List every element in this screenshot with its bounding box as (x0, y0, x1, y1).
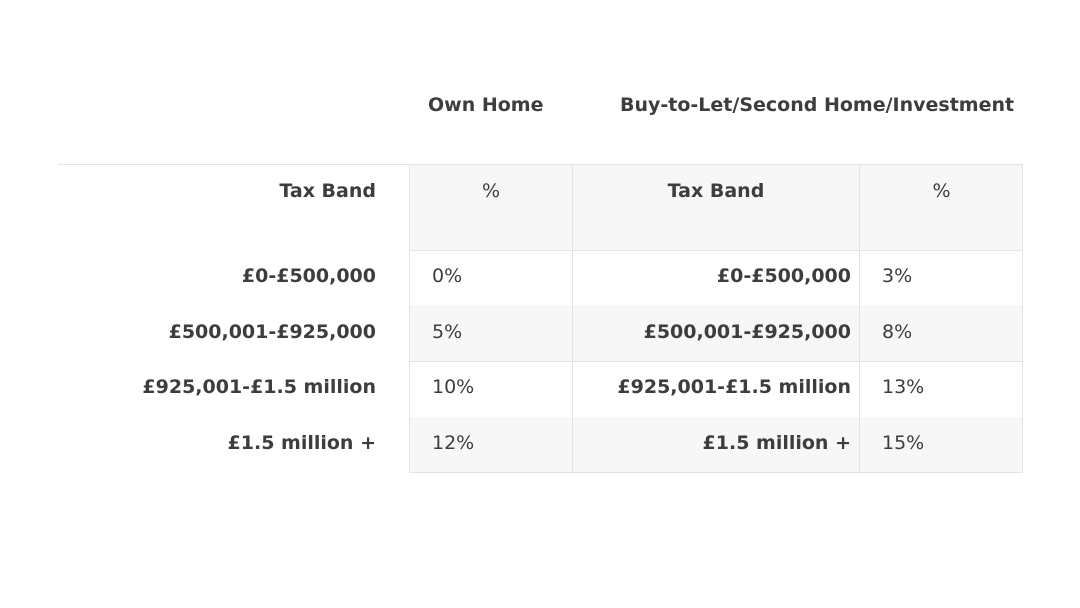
btl-tax-band-header: Tax Band (667, 180, 765, 202)
btl-band-label: £1.5 million + (702, 432, 851, 454)
top-divider (58, 164, 410, 165)
btl-band-label: £0-£500,000 (716, 265, 851, 287)
table-border (409, 164, 1023, 473)
own-home-header: Own Home (428, 94, 544, 116)
column-divider (572, 164, 573, 473)
own-band-label: £1.5 million + (227, 432, 376, 454)
own-rate: 0% (432, 265, 463, 287)
btl-rate: 15% (882, 432, 925, 454)
own-rate: 10% (432, 376, 475, 398)
own-band-label: £0-£500,000 (241, 265, 376, 287)
own-rate: 5% (432, 321, 463, 343)
own-band-label: £925,001-£1.5 million (142, 376, 376, 398)
btl-rate: 3% (882, 265, 913, 287)
btl-rate: 8% (882, 321, 913, 343)
column-divider (859, 164, 860, 473)
own-band-label: £500,001-£925,000 (168, 321, 376, 343)
tax-band-header: Tax Band (279, 180, 376, 202)
own-rate: 12% (432, 432, 475, 454)
btl-percent-header: % (932, 180, 951, 202)
own-percent-header: % (481, 180, 501, 202)
btl-band-label: £925,001-£1.5 million (617, 376, 851, 398)
btl-rate: 13% (882, 376, 925, 398)
btl-band-label: £500,001-£925,000 (643, 321, 851, 343)
buy-to-let-header: Buy-to-Let/Second Home/Investment (620, 94, 1015, 116)
